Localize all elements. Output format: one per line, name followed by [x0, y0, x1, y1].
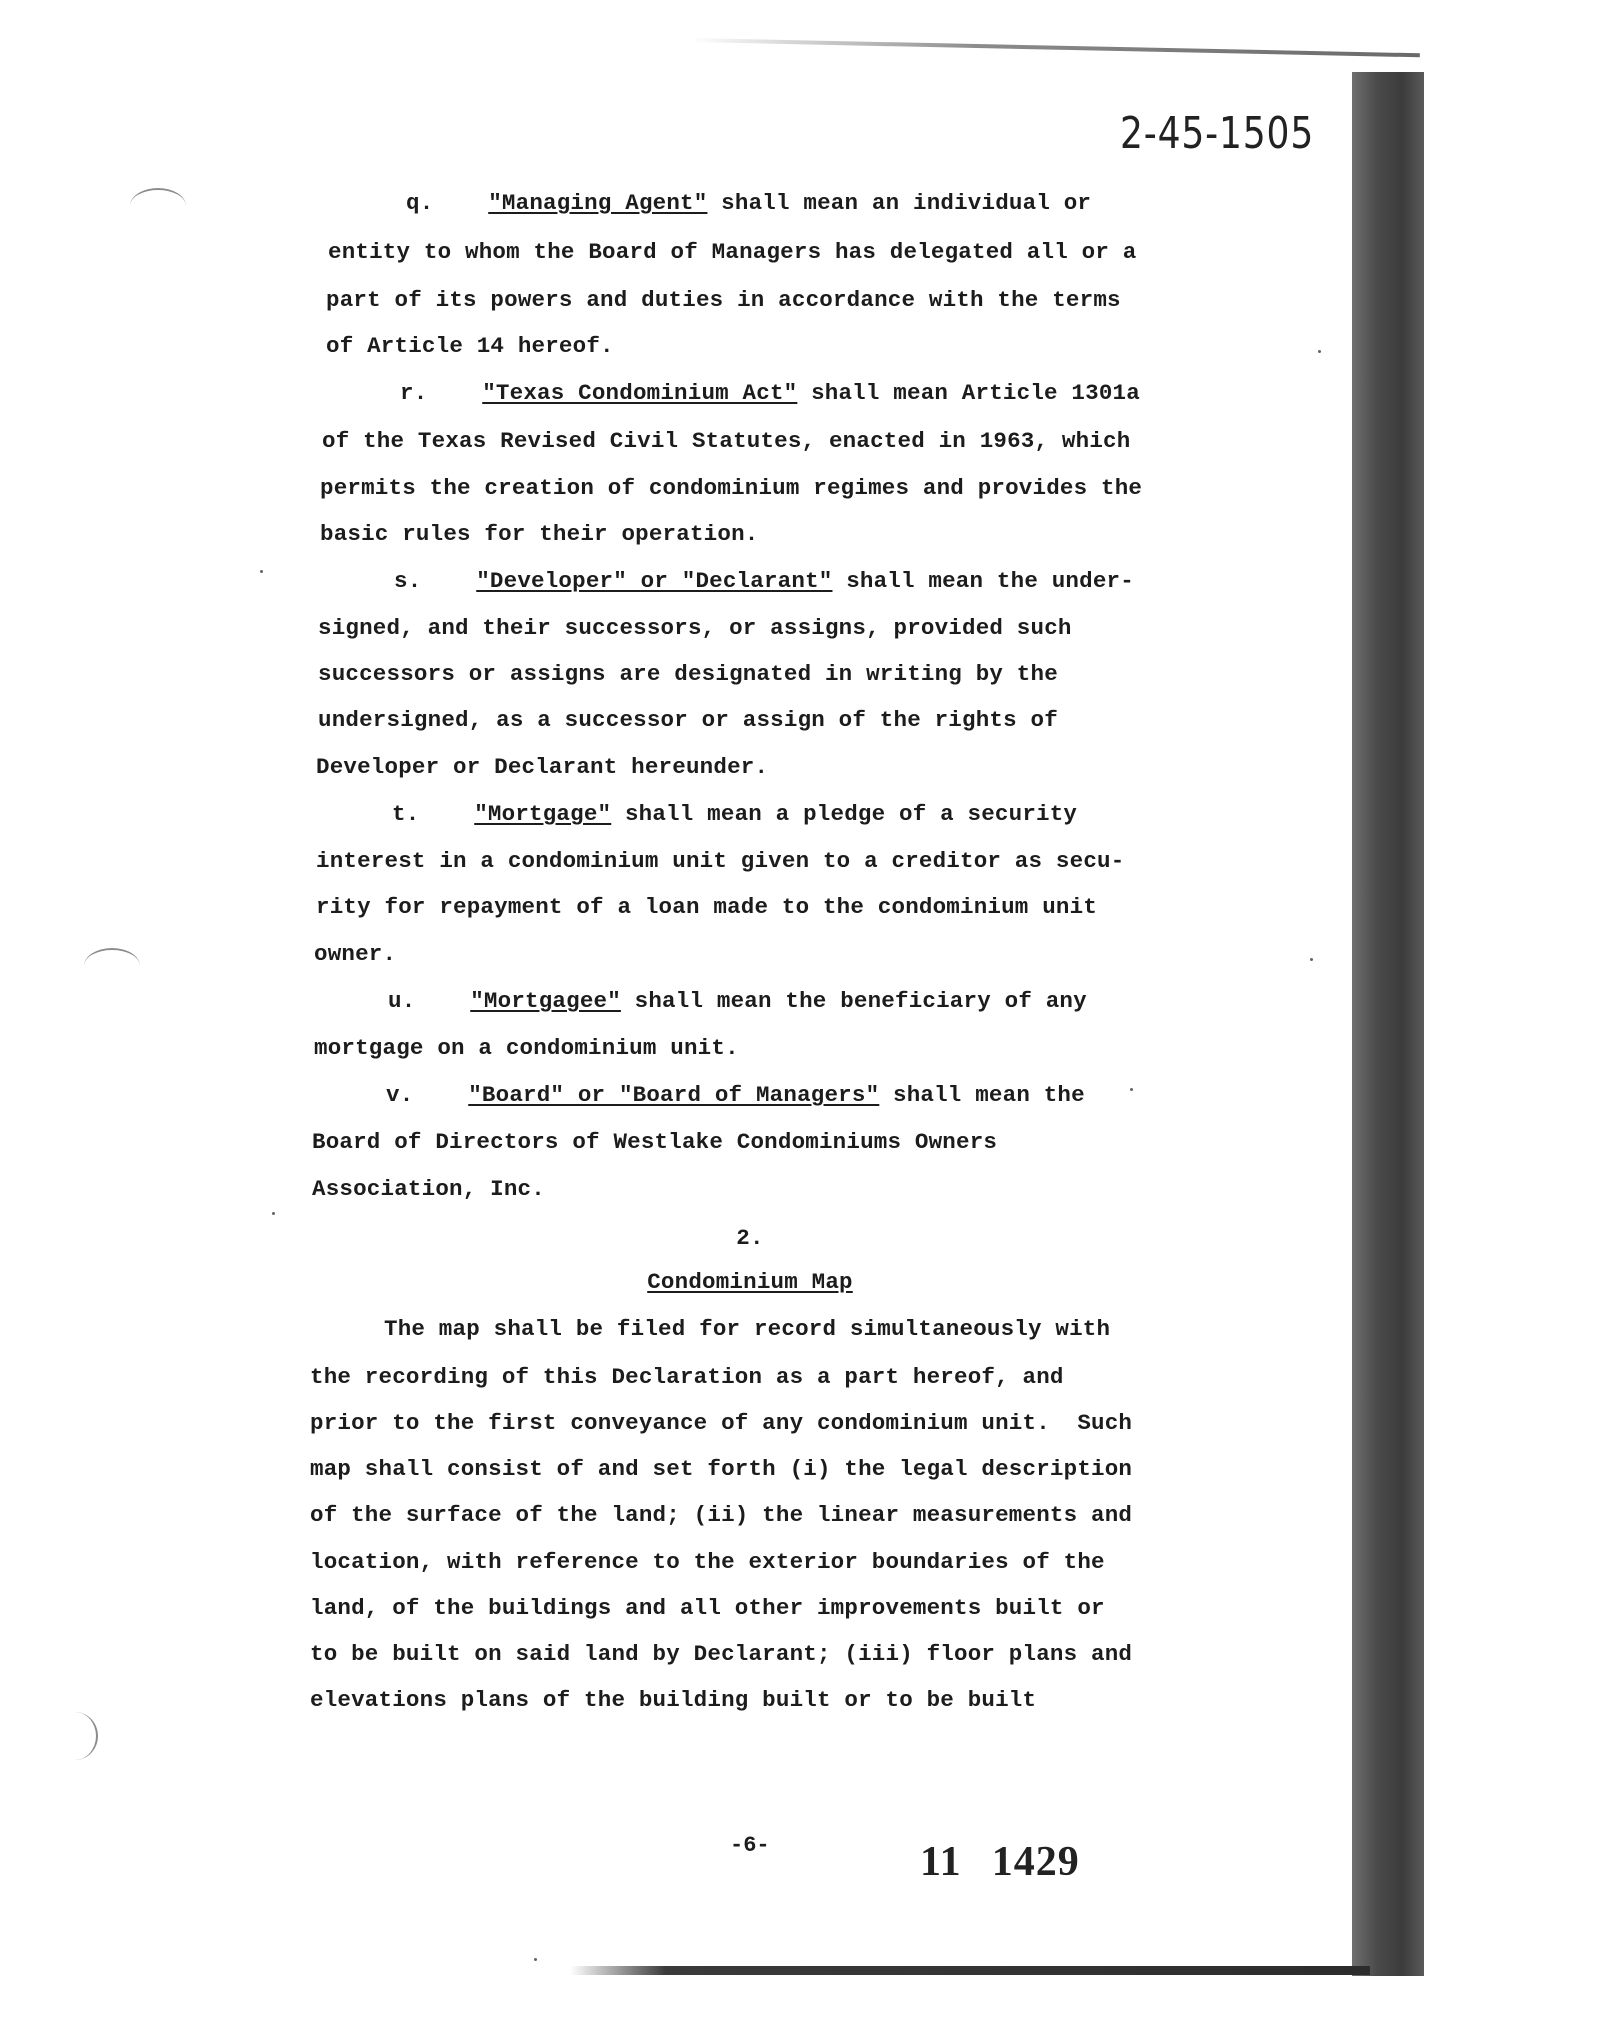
definition-q-first-line: [406, 190, 1091, 216]
defined-term: "Mortgage": [474, 801, 612, 827]
text-line: permits the creation of condominium regimes and provides the: [320, 475, 1143, 501]
definition-r-first-line: [400, 380, 1140, 406]
text-line: map shall consist of and set forth (i) the legal description: [310, 1456, 1133, 1482]
defined-term: "Board" or "Board of Managers": [468, 1082, 880, 1108]
definition-text: shall mean an individual or: [721, 190, 1092, 216]
recording-page: 1429: [991, 1839, 1080, 1885]
text-line: entity to whom the Board of Managers has delegated all or a: [328, 239, 1137, 265]
defined-term: "Managing Agent": [488, 190, 708, 216]
definition-text: shall mean Article 1301a: [811, 380, 1140, 406]
text-line: interest in a condominium unit given to a creditor as secu-: [316, 848, 1125, 874]
definition-letter: q.: [406, 190, 434, 216]
text-line: the recording of this Declaration as a part hereof, and: [310, 1364, 1064, 1390]
definition-s-first-line: [394, 568, 1134, 594]
text-line: prior to the first conveyance of any condominium unit. Such: [310, 1410, 1133, 1436]
recording-stamp: [920, 1838, 1110, 1886]
section-number: 2.: [736, 1225, 764, 1251]
definition-text: shall mean the under-: [846, 568, 1134, 594]
text-line: land, of the buildings and all other improvements built or: [310, 1595, 1105, 1621]
scan-speck: [260, 570, 263, 573]
definition-text: shall mean the beneficiary of any: [634, 988, 1087, 1014]
text-line: signed, and their successors, or assigns, provided such: [318, 615, 1072, 641]
text-line: elevations plans of the building built or to be built: [310, 1687, 1037, 1713]
text-line: to be built on said land by Declarant; (iii) floor plans and: [310, 1641, 1133, 1667]
punch-hole-mark: [130, 188, 186, 224]
text-line: of the surface of the land; (ii) the linear measurements and: [310, 1502, 1133, 1528]
definition-text: shall mean the: [893, 1082, 1085, 1108]
recording-volume: 11: [920, 1839, 962, 1885]
section-title: [0, 1269, 1500, 1295]
scan-speck: [272, 1212, 275, 1215]
handwritten-file-number: 2-45-1505: [1120, 108, 1315, 159]
text-line: undersigned, as a successor or assign of the rights of: [318, 707, 1058, 733]
text-line: Developer or Declarant hereunder.: [316, 754, 769, 780]
definition-text: shall mean a pledge of a security: [624, 801, 1078, 827]
defined-term: "Mortgagee": [470, 988, 621, 1014]
definition-letter: t.: [392, 801, 420, 827]
text-line: part of its powers and duties in accordance with the terms: [326, 287, 1121, 313]
definition-letter: v.: [386, 1082, 414, 1108]
text-line: successors or assigns are designated in writing by the: [318, 661, 1058, 687]
text-line: The map shall be filed for record simultaneously with: [384, 1316, 1111, 1342]
defined-term: "Developer" or "Declarant": [476, 568, 833, 594]
scan-speck: [534, 1958, 537, 1961]
page-number: -6-: [730, 1833, 770, 1858]
text-line: owner.: [314, 941, 397, 967]
definition-u-first-line: [388, 988, 1087, 1014]
scan-shadow-right: [1352, 72, 1424, 1976]
text-line: location, with reference to the exterior boundaries of the: [310, 1549, 1105, 1575]
definition-v-first-line: [386, 1082, 1085, 1108]
punch-hole-mark: [84, 948, 140, 984]
punch-hole-mark: [52, 1712, 98, 1760]
text-line: mortgage on a condominium unit.: [314, 1035, 739, 1061]
scan-speck: [1310, 958, 1313, 961]
text-line: basic rules for their operation.: [320, 521, 759, 547]
scan-shadow-bottom: [570, 1966, 1370, 1975]
scan-speck: [1130, 1088, 1133, 1091]
defined-term: "Texas Condominium Act": [482, 380, 798, 406]
text-line: of the Texas Revised Civil Statutes, enacted in 1963, which: [322, 428, 1131, 454]
section-title-text: Condominium Map: [647, 1269, 853, 1295]
text-line: of Article 14 hereof.: [326, 333, 614, 359]
definition-letter: r.: [400, 380, 428, 406]
scan-shadow-top: [690, 38, 1420, 57]
text-line: rity for repayment of a loan made to the condominium unit: [316, 894, 1098, 920]
text-line: Association, Inc.: [312, 1176, 545, 1202]
definition-letter: s.: [394, 568, 422, 594]
definition-letter: u.: [388, 988, 416, 1014]
definition-t-first-line: [392, 801, 1077, 827]
text-line: Board of Directors of Westlake Condominiums Owners: [312, 1129, 998, 1155]
scan-speck: [1318, 350, 1321, 353]
